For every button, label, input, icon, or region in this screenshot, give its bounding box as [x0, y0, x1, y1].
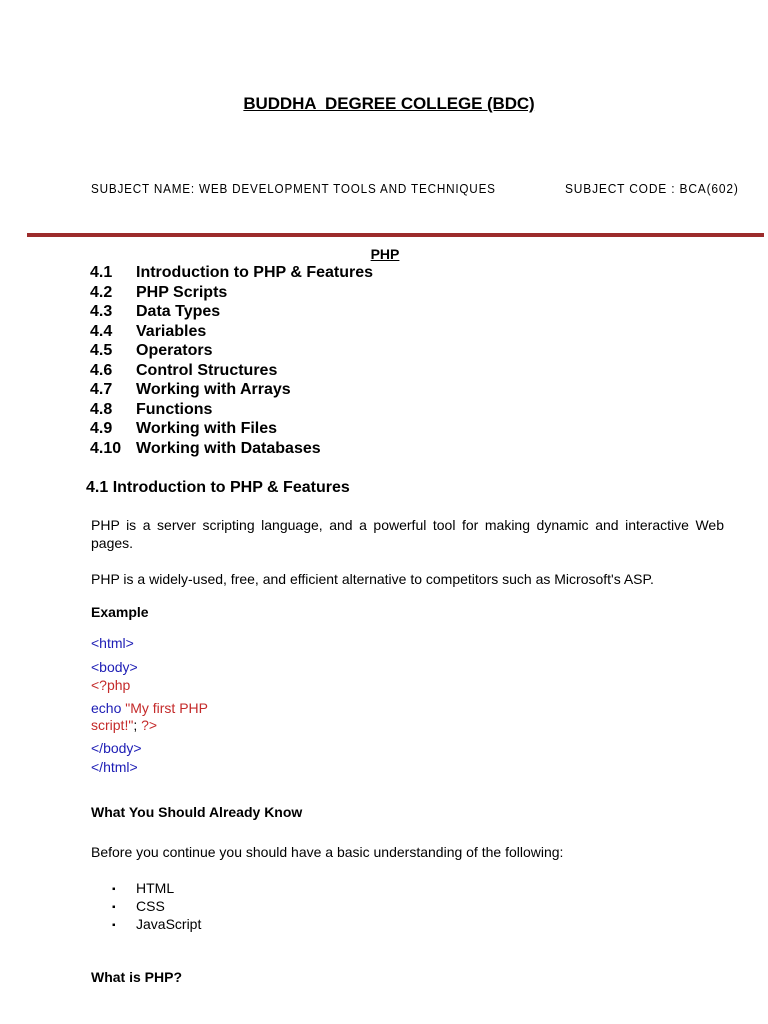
- code-echo-line-cont: [91, 717, 157, 734]
- toc-number: 4.7: [90, 381, 113, 398]
- toc-item: [90, 263, 373, 283]
- toc-item: [90, 302, 373, 322]
- toc-number: 4.9: [90, 420, 113, 437]
- college-title: BUDDHA DEGREE COLLEGE (BDC): [243, 94, 535, 113]
- code-php-close: ?>: [141, 717, 158, 733]
- alternative-paragraph: PHP is a widely-used, free, and efficient alternative to competitors such as Microsoft's ASP.: [91, 571, 654, 587]
- list-item: [112, 897, 201, 915]
- toc-title: Introduction to PHP & Features: [136, 264, 374, 281]
- code-body-open: <body>: [91, 659, 138, 675]
- toc-title: Functions: [136, 400, 213, 418]
- toc-item: [90, 439, 373, 459]
- subject-code: SUBJECT CODE : BCA(602): [565, 181, 739, 196]
- toc-number: 4.3: [90, 303, 113, 320]
- list-item-label: HTML: [136, 880, 175, 896]
- list-item: [112, 879, 201, 897]
- code-string-start: "My first PHP: [121, 700, 208, 716]
- prereq-intro: Before you continue you should have a basic understanding of the following:: [91, 844, 564, 860]
- toc-item: [90, 341, 373, 361]
- toc-item: [90, 322, 373, 342]
- toc-number: 4.2: [90, 283, 113, 301]
- toc-title: Working with Databases: [136, 439, 321, 457]
- bullet-icon: ▪: [112, 920, 116, 931]
- toc-item: [90, 361, 373, 381]
- prereq-heading: What You Should Already Know: [91, 804, 303, 820]
- code-php-open: <?php: [91, 677, 131, 693]
- prereq-list: [112, 879, 201, 933]
- bullet-icon: ▪: [112, 884, 116, 895]
- list-item-label: CSS: [136, 898, 165, 914]
- code-html-close: </html>: [91, 759, 138, 775]
- toc-item: [90, 419, 373, 439]
- bullet-icon: ▪: [112, 902, 116, 913]
- toc-number: 4.4: [90, 322, 113, 340]
- toc-number: 4.10: [90, 439, 122, 457]
- toc-number: 4.1: [90, 264, 113, 281]
- header-divider: [27, 233, 764, 237]
- code-string-end: script!": [91, 717, 134, 733]
- toc-number: 4.8: [90, 400, 113, 418]
- unit-title: PHP: [370, 246, 400, 262]
- subject-name: SUBJECT NAME: WEB DEVELOPMENT TOOLS AND TECHNIQUES: [91, 181, 496, 196]
- example-label: Example: [91, 604, 149, 620]
- toc-title: Data Types: [136, 303, 221, 320]
- toc-title: Operators: [136, 342, 213, 359]
- list-item: [112, 915, 201, 933]
- toc-title: Control Structures: [136, 361, 278, 379]
- code-echo-line: [91, 700, 208, 717]
- what-is-php-heading: What is PHP?: [91, 969, 183, 985]
- toc-title: Working with Arrays: [136, 381, 291, 398]
- code-echo-keyword: echo: [91, 700, 122, 716]
- toc-title: Working with Files: [136, 420, 278, 437]
- toc-number: 4.5: [90, 342, 113, 359]
- section-heading: 4.1 Introduction to PHP & Features: [86, 479, 350, 496]
- toc-title: Variables: [136, 322, 207, 340]
- list-item-label: JavaScript: [136, 916, 202, 932]
- intro-paragraph: PHP is a server scripting language, and a powerful tool for making dynamic and interactive Web pages.: [91, 517, 724, 551]
- toc-item: [90, 380, 373, 400]
- code-semicolon: ;: [133, 717, 142, 733]
- toc-number: 4.6: [90, 361, 113, 379]
- toc-item: [90, 283, 373, 303]
- code-html-open: <html>: [91, 635, 134, 651]
- toc-item: [90, 400, 373, 420]
- table-of-contents: [90, 263, 373, 458]
- toc-title: PHP Scripts: [136, 283, 228, 301]
- code-body-close: </body>: [91, 740, 142, 756]
